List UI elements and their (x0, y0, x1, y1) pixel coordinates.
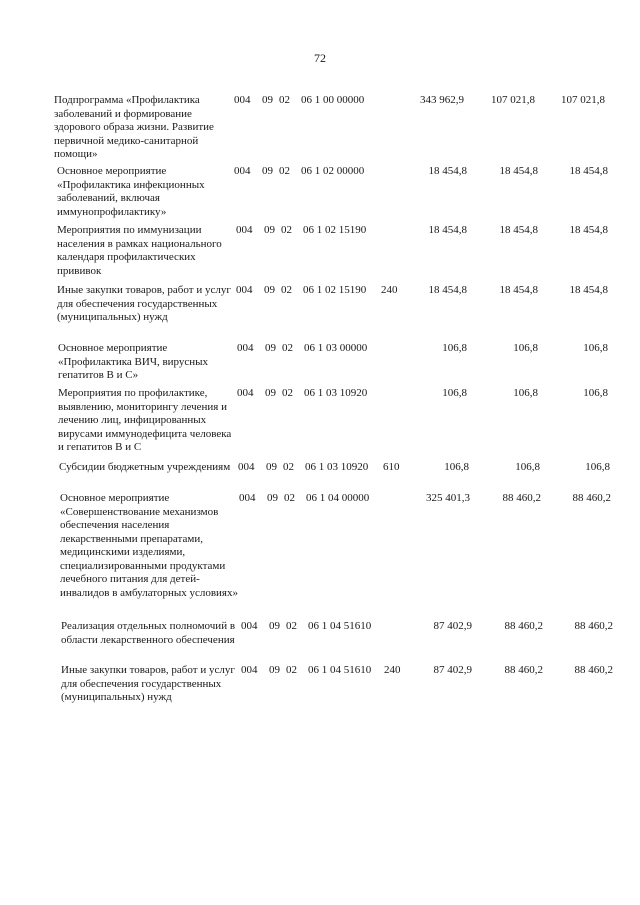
ved-code: 004 (241, 664, 258, 676)
row-name: Субсидии бюджетным учреждениям (59, 461, 231, 473)
row-name: Иные закупки товаров, работ и услуг для обеспечения государственных (муниципальных) нужд (57, 284, 231, 323)
section-code: 09 (267, 492, 278, 504)
target-article-code: 06 1 03 00000 (304, 342, 368, 354)
amount-year-3: 106,8 (583, 342, 608, 354)
amount-year-1: 87 402,9 (433, 664, 472, 676)
amount-year-1: 106,8 (444, 461, 469, 473)
section-code: 09 (266, 461, 277, 473)
amount-year-1: 325 401,3 (426, 492, 470, 504)
target-article-code: 06 1 02 15190 (303, 284, 367, 296)
amount-year-1: 18 454,8 (428, 165, 467, 177)
target-article-code: 06 1 04 51610 (308, 664, 372, 676)
subsection-code: 02 (281, 224, 292, 236)
row-name: Основное мероприятие «Профилактика ВИЧ, вирусных гепатитов В и С» (58, 342, 209, 381)
ved-code: 004 (237, 387, 254, 399)
row-name: Мероприятия по профилактике, выявлению, мониторингу лечения и лечению лиц, инфицированных вирусами иммунодефицита человека и гепатитов В и С (58, 387, 232, 453)
ved-code: 004 (236, 224, 253, 236)
subsection-code: 02 (282, 387, 293, 399)
section-code: 09 (265, 387, 276, 399)
section-code: 09 (269, 620, 280, 632)
ved-code: 004 (241, 620, 258, 632)
target-article-code: 06 1 02 00000 (301, 165, 365, 177)
amount-year-2: 18 454,8 (499, 165, 538, 177)
amount-year-2: 88 460,2 (502, 492, 541, 504)
amount-year-3: 88 460,2 (574, 664, 613, 676)
expense-type-code: 240 (384, 664, 401, 676)
amount-year-1: 106,8 (442, 387, 467, 399)
target-article-code: 06 1 03 10920 (305, 461, 369, 473)
page-number: 72 (314, 51, 326, 65)
section-code: 09 (264, 284, 275, 296)
section-code: 09 (269, 664, 280, 676)
subsection-code: 02 (279, 94, 290, 106)
amount-year-2: 107 021,8 (491, 94, 535, 106)
section-code: 09 (264, 224, 275, 236)
section-code: 09 (262, 165, 273, 177)
ved-code: 004 (238, 461, 255, 473)
row-name: Подпрограмма «Профилактика заболеваний и формирование здорового образа жизни. Развитие первичной медико-санитарной помощи» (54, 94, 214, 160)
amount-year-2: 18 454,8 (499, 224, 538, 236)
row-name: Основное мероприятие «Профилактика инфекционных заболеваний, включая иммунопрофилактику» (57, 165, 205, 218)
row-name: Реализация отдельных полномочий в области лекарственного обеспечения (61, 620, 236, 646)
amount-year-2: 88 460,2 (504, 620, 543, 632)
amount-year-3: 18 454,8 (569, 165, 608, 177)
amount-year-3: 88 460,2 (574, 620, 613, 632)
target-article-code: 06 1 02 15190 (303, 224, 367, 236)
target-article-code: 06 1 04 51610 (308, 620, 372, 632)
ved-code: 004 (237, 342, 254, 354)
target-article-code: 06 1 00 00000 (301, 94, 365, 106)
amount-year-1: 106,8 (442, 342, 467, 354)
subsection-code: 02 (286, 664, 297, 676)
amount-year-2: 106,8 (513, 342, 538, 354)
amount-year-1: 18 454,8 (428, 224, 467, 236)
amount-year-3: 106,8 (585, 461, 610, 473)
ved-code: 004 (234, 165, 251, 177)
amount-year-1: 343 962,9 (420, 94, 464, 106)
amount-year-3: 106,8 (583, 387, 608, 399)
subsection-code: 02 (284, 492, 295, 504)
subsection-code: 02 (279, 165, 290, 177)
row-name: Основное мероприятие «Совершенствование механизмов обеспечения населения лекарственными препаратами, медицинскими изделиями, специализированными продуктами лечебного питания для детей-инвалидов в амбулаторных условиях» (60, 492, 238, 599)
section-code: 09 (262, 94, 273, 106)
row-name: Иные закупки товаров, работ и услуг для обеспечения государственных (муниципальных) нужд (61, 664, 235, 703)
subsection-code: 02 (283, 461, 294, 473)
amount-year-3: 107 021,8 (561, 94, 605, 106)
subsection-code: 02 (281, 284, 292, 296)
ved-code: 004 (236, 284, 253, 296)
amount-year-3: 18 454,8 (569, 284, 608, 296)
amount-year-3: 18 454,8 (569, 224, 608, 236)
amount-year-2: 88 460,2 (504, 664, 543, 676)
expense-type-code: 240 (381, 284, 398, 296)
amount-year-2: 106,8 (515, 461, 540, 473)
target-article-code: 06 1 04 00000 (306, 492, 370, 504)
amount-year-2: 18 454,8 (499, 284, 538, 296)
subsection-code: 02 (282, 342, 293, 354)
ved-code: 004 (239, 492, 256, 504)
amount-year-1: 87 402,9 (433, 620, 472, 632)
target-article-code: 06 1 03 10920 (304, 387, 368, 399)
amount-year-3: 88 460,2 (572, 492, 611, 504)
section-code: 09 (265, 342, 276, 354)
amount-year-1: 18 454,8 (428, 284, 467, 296)
row-name: Мероприятия по иммунизации населения в рамках национального календаря профилактических прививок (57, 224, 222, 277)
subsection-code: 02 (286, 620, 297, 632)
ved-code: 004 (234, 94, 251, 106)
expense-type-code: 610 (383, 461, 400, 473)
amount-year-2: 106,8 (513, 387, 538, 399)
